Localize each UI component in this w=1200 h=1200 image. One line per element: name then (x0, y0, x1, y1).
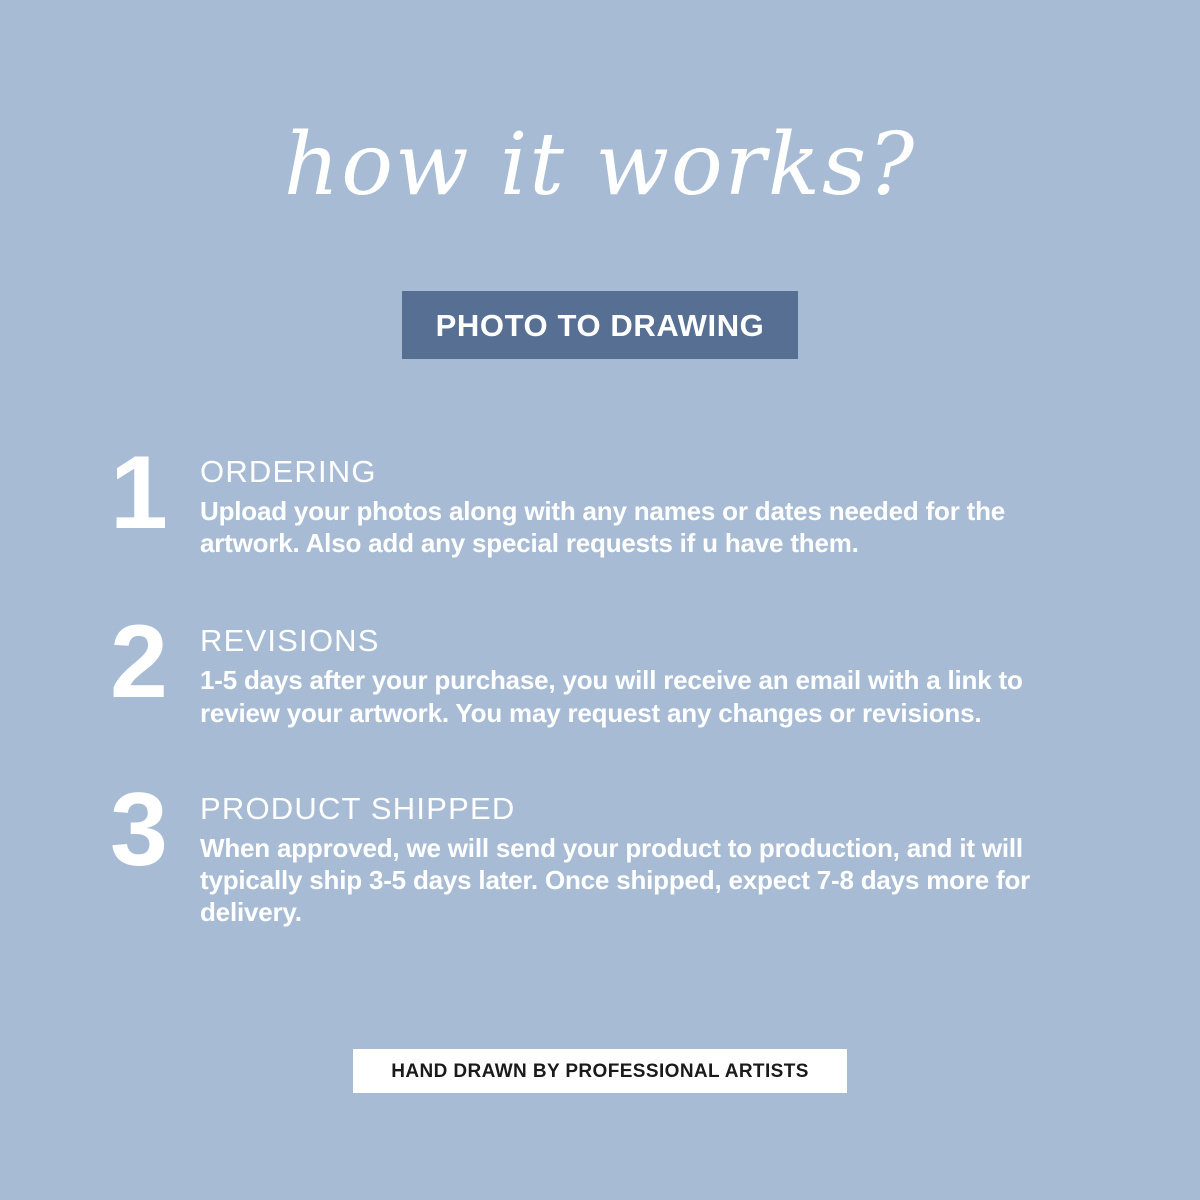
page-title: how it works? (283, 115, 917, 215)
step-body (200, 609, 1200, 728)
step-description: When approved, we will send your product to production, and it will typically ship 3-5 days later. Once shipped, expect 7-8 days more for delivery. (200, 832, 1031, 928)
list-item (0, 604, 1200, 728)
step-body (200, 777, 1200, 929)
product-badge-container (0, 291, 1200, 359)
footer-badge: HAND DRAWN BY PROFESSIONAL ARTISTS (353, 1049, 847, 1093)
product-badge: PHOTO TO DRAWING (402, 291, 799, 359)
step-body (200, 440, 1200, 559)
list-item (0, 435, 1200, 559)
step-title: ORDERING (200, 454, 377, 489)
list-item (0, 771, 1200, 929)
step-title: PRODUCT SHIPPED (200, 790, 516, 826)
footer-badge-container (0, 1049, 1200, 1093)
step-number: 2 (110, 604, 168, 721)
step-description: Upload your photos along with any names or dates needed for the artwork. Also add any special requests if u have them. (200, 496, 1006, 559)
step-number: 3 (110, 771, 168, 888)
step-description: 1-5 days after your purchase, you will receive an email with a link to review your artwork. You may request any changes or revisions. (200, 665, 1023, 728)
steps-list (0, 435, 1200, 979)
step-number: 1 (110, 435, 168, 551)
step-title: REVISIONS (200, 623, 380, 659)
